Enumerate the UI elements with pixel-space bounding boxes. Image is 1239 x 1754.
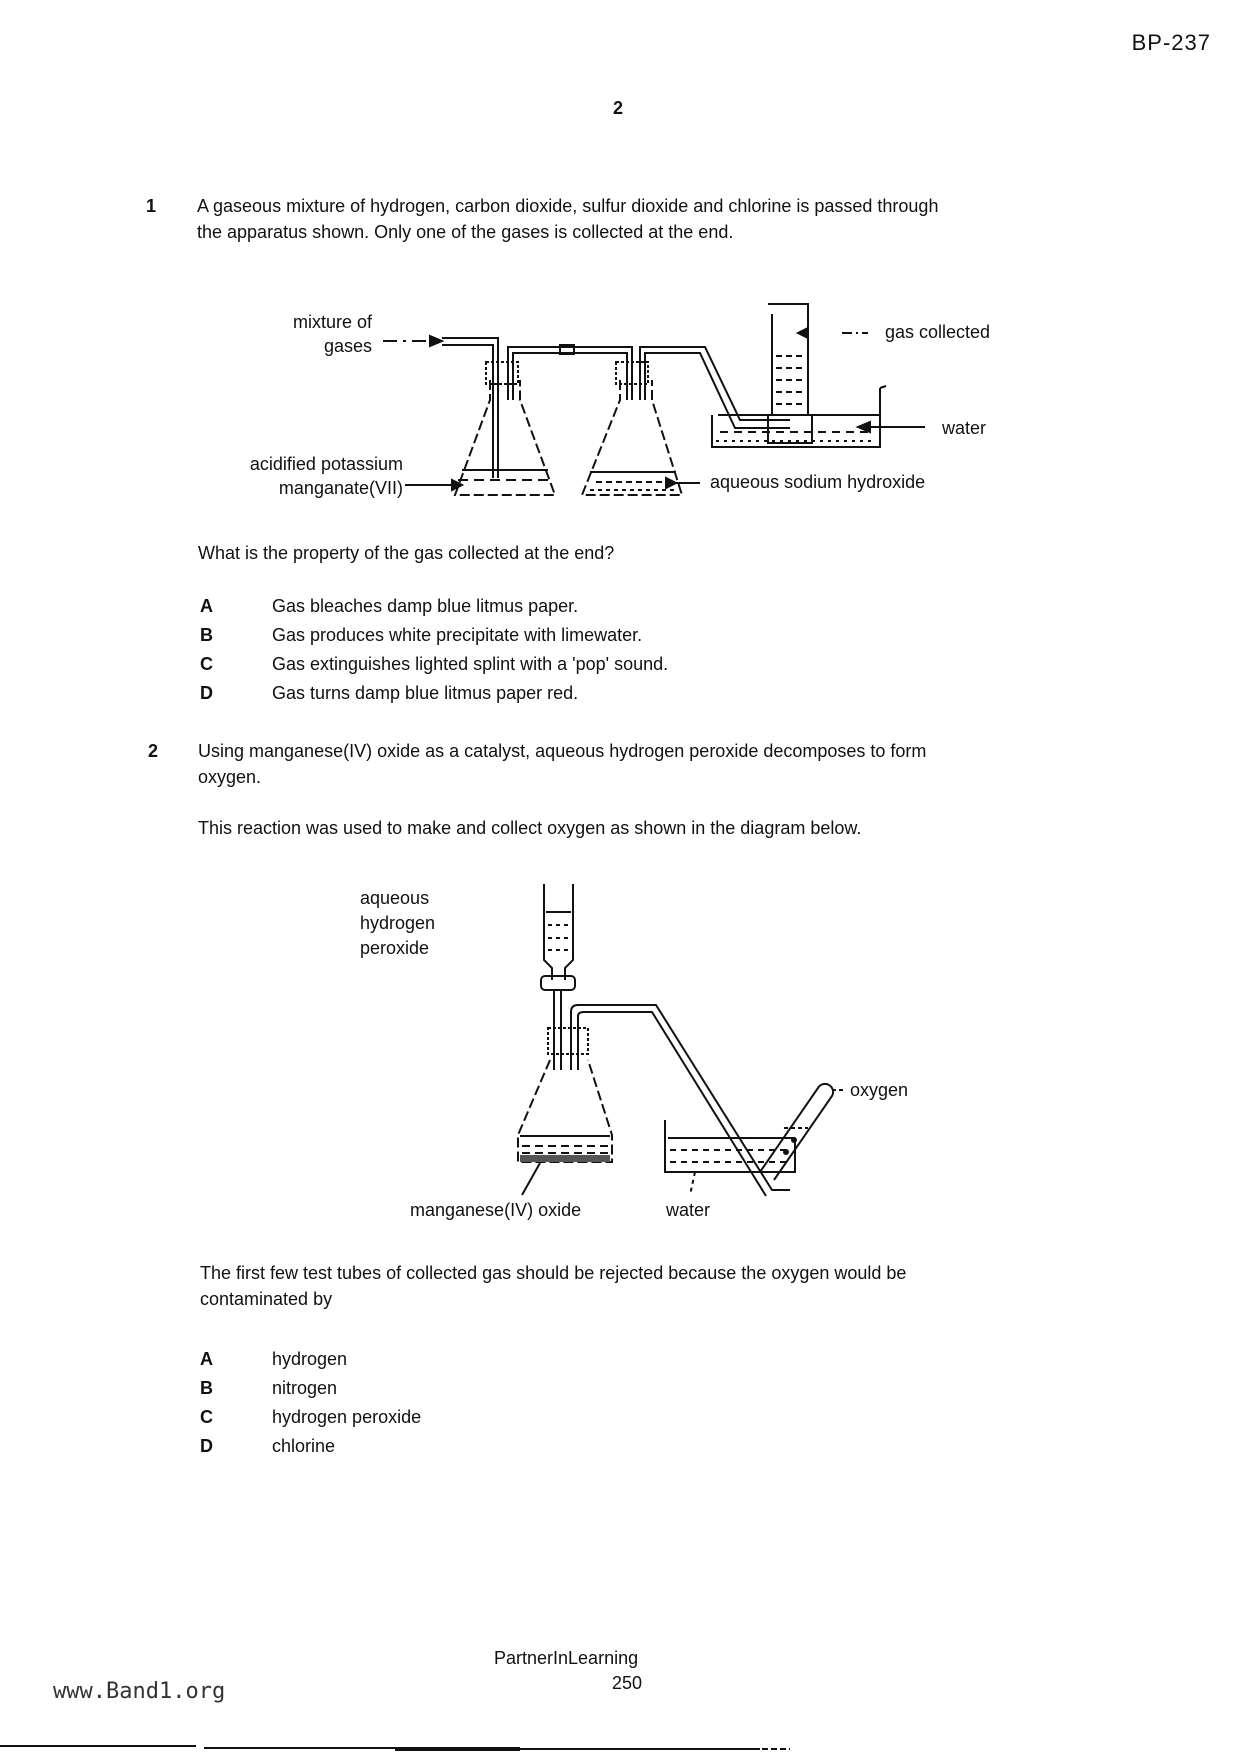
label-gas-collected: gas collected	[885, 322, 991, 342]
question-2-option-c[interactable]	[200, 1403, 421, 1432]
label-h2o2-line-2: hydrogen	[360, 913, 436, 933]
question-2-intro: This reaction was used to make and collect oxygen as shown in the diagram below.	[198, 818, 862, 838]
option-text: hydrogen	[272, 1349, 348, 1369]
label-mixture-line-1: mixture of	[292, 312, 372, 332]
option-letter: C	[200, 1407, 213, 1427]
option-letter: C	[200, 654, 213, 674]
option-text: hydrogen peroxide	[272, 1407, 422, 1427]
option-letter: A	[200, 1349, 213, 1369]
footer-publisher: PartnerInLearning	[494, 1648, 639, 1668]
option-text: Gas bleaches damp blue litmus paper.	[272, 596, 579, 616]
question-1-stem-line-2: the apparatus shown. Only one of the gases is collected at the end.	[197, 222, 734, 242]
option-text: Gas produces white precipitate with limewater.	[272, 625, 643, 645]
question-2-prompt-line-1: The first few test tubes of collected gas should be rejected because the oxygen would be	[200, 1263, 907, 1283]
label-water-2: water	[666, 1200, 711, 1220]
label-aqueous-sodium-hydroxide: aqueous sodium hydroxide	[710, 472, 926, 492]
option-text: chlorine	[272, 1436, 336, 1456]
question-1-stem-line-1: A gaseous mixture of hydrogen, carbon dioxide, sulfur dioxide and chlorine is passed through	[197, 196, 939, 216]
label-manganese-iv-oxide: manganese(IV) oxide	[410, 1200, 582, 1220]
question-1-prompt: What is the property of the gas collected at the end?	[198, 543, 615, 563]
label-h2o2-line-3: peroxide	[360, 938, 430, 958]
question-1-number: 1	[146, 196, 157, 216]
option-text: Gas turns damp blue litmus paper red.	[272, 683, 579, 703]
question-2-option-b[interactable]	[200, 1374, 337, 1403]
option-text: Gas extinguishes lighted splint with a 'pop' sound.	[272, 654, 669, 674]
footer-website: www.Band1.org	[53, 1679, 226, 1704]
label-oxygen: oxygen	[850, 1080, 909, 1100]
question-2-option-d[interactable]	[200, 1432, 335, 1461]
label-mixture-line-2: gases	[323, 336, 372, 356]
question-2-prompt	[200, 1260, 1105, 1312]
option-letter: B	[200, 625, 213, 645]
question-2-option-a[interactable]	[200, 1345, 347, 1374]
option-letter: A	[200, 596, 213, 616]
paper-code: BP-237	[1131, 30, 1211, 55]
label-aqueous-hydrogen-peroxide	[360, 886, 435, 961]
label-kmno4-line-2: manganate(VII)	[278, 478, 403, 498]
label-h2o2-line-1: aqueous	[360, 888, 430, 908]
question-2-number: 2	[148, 741, 159, 761]
question-2-stem-line-2: oxygen.	[198, 767, 262, 787]
label-kmno4-line-1: acidified potassium	[249, 454, 403, 474]
question-2-stem-line-1: Using manganese(IV) oxide as a catalyst, aqueous hydrogen peroxide decomposes to form	[198, 741, 927, 761]
option-text: nitrogen	[272, 1378, 338, 1398]
option-letter: D	[200, 1436, 213, 1456]
question-2-prompt-line-2: contaminated by	[200, 1289, 333, 1309]
option-letter: B	[200, 1378, 213, 1398]
option-letter: D	[200, 683, 213, 703]
footer-sheet-number: 250	[612, 1673, 643, 1693]
label-water-1: water	[942, 418, 987, 438]
page-number: 2	[613, 98, 624, 118]
